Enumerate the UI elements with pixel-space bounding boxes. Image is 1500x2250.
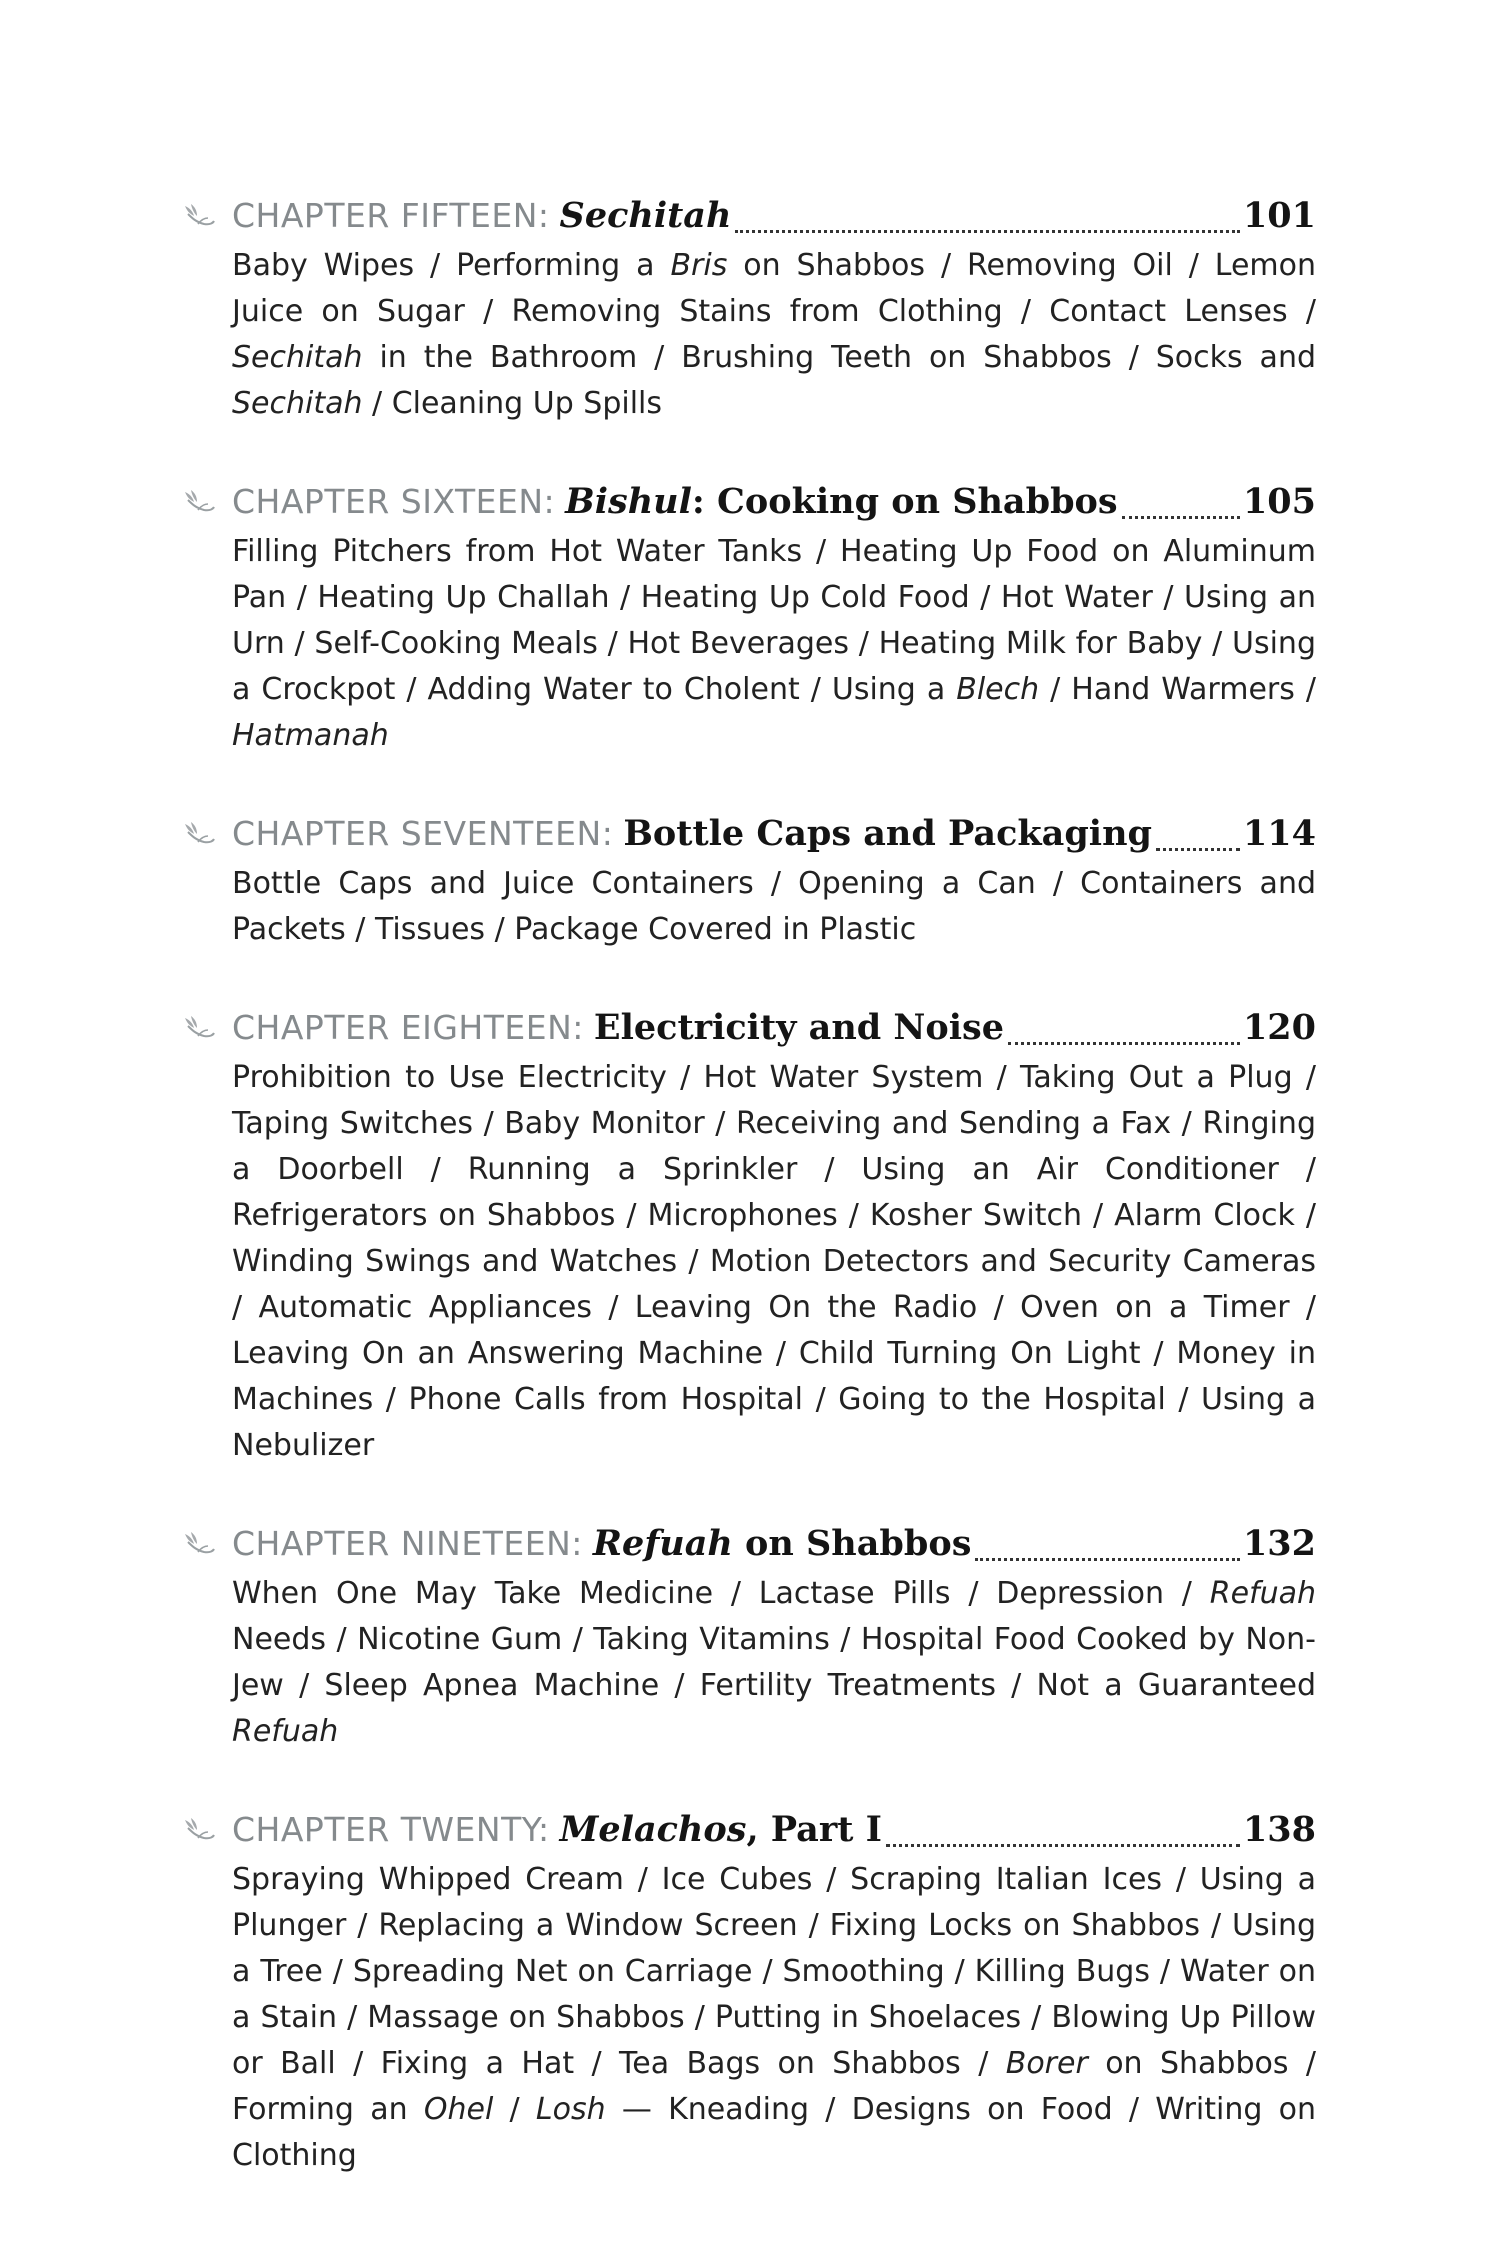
topic-segment: — Kneading / Designs on Food / Writing on Clothing: [232, 2092, 1317, 2173]
leaf-flourish-icon: [182, 820, 216, 848]
leaf-flourish-icon: [182, 1816, 216, 1844]
topic-segment: Spraying Whipped Cream / Ice Cubes / Scraping Italian Ices / Using a Plunger / Replacing a Window Screen / Fixing Locks on Shabbos / Using a Tree / Spreading Net on Carriage / Smoothing / Killing Bugs / Water on a Stain / Massage on Shabbos / Putting in Shoelaces / Blowing Up Pillow or Ball / Fixing a Hat / Tea Bags on Shabbos /: [232, 1862, 1316, 2081]
topic-segment: Needs / Nicotine Gum / Taking Vitamins / Hospital Food Cooked by Non-Jew / Sleep Apnea Machine / Fertility Treatments / Not a Guaranteed: [232, 1622, 1316, 1703]
chapter-topics: [232, 1857, 1316, 2179]
topic-segment: Refuah: [1209, 1576, 1316, 1611]
toc-entry-1[interactable]: [182, 189, 1316, 427]
toc-entry-4[interactable]: [182, 1001, 1316, 1469]
leaf-flourish-icon: [182, 202, 216, 230]
topic-segment: on Shabbos / Forming an: [232, 2046, 1316, 2127]
dot-leader: [975, 1558, 1240, 1561]
chapter-topics: [232, 1571, 1316, 1755]
chapter-title: [560, 1803, 882, 1857]
chapter-title: [593, 1517, 972, 1571]
topic-segment: Sechitah: [232, 340, 363, 375]
toc-heading: [232, 1803, 1316, 1857]
chapter-title: [565, 475, 1117, 529]
page-number: 132: [1242, 1523, 1316, 1564]
topic-segment: Hatmanah: [232, 718, 389, 753]
chapter-title-segment: Refuah: [592, 1523, 733, 1564]
dot-leader: [1156, 848, 1240, 851]
chapter-title-segment: Electricity and Noise: [593, 1007, 1005, 1048]
topic-segment: on Shabbos / Removing Oil / Lemon Juice on Sugar / Removing Stains from Clothing / Contact Lenses /: [232, 248, 1316, 329]
page-number: 138: [1242, 1809, 1316, 1850]
topic-segment: Sechitah: [232, 386, 363, 421]
page-number: 105: [1242, 481, 1316, 522]
dot-leader: [886, 1844, 1240, 1847]
topic-segment: Refuah: [232, 1714, 339, 1749]
chapter-topics: [232, 529, 1316, 759]
topic-segment: Losh: [535, 2092, 606, 2127]
topic-segment: Baby Wipes / Performing a: [232, 248, 671, 283]
topic-segment: Bris: [670, 248, 728, 283]
topic-segment: Filling Pitchers from Hot Water Tanks / Heating Up Food on Aluminum Pan / Heating Up Challah / Heating Up Cold Food / Hot Water / Using an Urn / Self-Cooking Meals / Hot Beverages / Heating Milk for Baby / Using a Crockpot / Adding Water to Cholent / Using a: [232, 534, 1316, 707]
dot-leader: [735, 230, 1240, 233]
toc-heading: [232, 1517, 1316, 1571]
chapter-topics: [232, 861, 1316, 953]
page-number: 120: [1242, 1007, 1316, 1048]
chapter-title-segment: Sechitah: [559, 195, 732, 236]
chapter-label: CHAPTER TWENTY:: [232, 1810, 550, 1849]
toc-heading: [232, 189, 1316, 243]
topic-segment: / Hand Warmers /: [1039, 672, 1317, 707]
chapter-title-segment: Bottle Caps and Packaging: [623, 813, 1153, 854]
chapter-label: CHAPTER SIXTEEN:: [232, 482, 556, 521]
chapter-title-segment: , Part I: [746, 1809, 883, 1850]
chapter-topics: [232, 243, 1316, 427]
chapter-title-segment: : Cooking on Shabbos: [691, 481, 1118, 522]
dot-leader: [1008, 1042, 1240, 1045]
leaf-flourish-icon: [182, 488, 216, 516]
chapter-label: CHAPTER NINETEEN:: [232, 1524, 583, 1563]
toc-heading: [232, 807, 1316, 861]
chapter-title: [560, 189, 732, 243]
chapter-label: CHAPTER SEVENTEEN:: [232, 814, 614, 853]
toc-heading: [232, 1001, 1316, 1055]
leaf-flourish-icon: [182, 1014, 216, 1042]
chapter-title-segment: Melachos: [559, 1809, 747, 1850]
topic-segment: /: [493, 2092, 536, 2127]
chapter-title-segment: Bishul: [565, 481, 692, 522]
topic-segment: / Cleaning Up Spills: [362, 386, 663, 421]
topic-segment: Blech: [956, 672, 1040, 707]
topic-segment: When One May Take Medicine / Lactase Pills / Depression /: [232, 1576, 1210, 1611]
chapter-list: [182, 189, 1316, 2179]
toc-entry-6[interactable]: [182, 1803, 1316, 2179]
topic-segment: Prohibition to Use Electricity / Hot Water System / Taking Out a Plug / Taping Switches / Baby Monitor / Receiving and Sending a Fax / Ringing a Doorbell / Running a Sprinkler / Using an Air Conditioner / Refrigerators on Shabbos / Microphones / Kosher Switch / Alarm Clock / Winding Swings and Watches / Motion Detectors and Security Cameras / Automatic Appliances / Leaving On the Radio / Oven on a Timer / Leaving On an Answering Machine / Child Turning On Light / Money in Machines / Phone Calls from Hospital / Going to the Hospital / Using a Nebulizer: [232, 1060, 1316, 1463]
topic-segment: Borer: [1005, 2046, 1088, 2081]
topic-segment: Bottle Caps and Juice Containers / Opening a Can / Containers and Packets / Tissues / Package Covered in Plastic: [232, 866, 1316, 947]
chapter-title-segment: on Shabbos: [732, 1523, 972, 1564]
page-number: 114: [1242, 813, 1316, 854]
chapter-topics: [232, 1055, 1316, 1469]
dot-leader: [1122, 516, 1240, 519]
toc-entry-2[interactable]: [182, 475, 1316, 759]
chapter-label: CHAPTER FIFTEEN:: [232, 196, 550, 235]
toc-entry-5[interactable]: [182, 1517, 1316, 1755]
toc-entry-3[interactable]: [182, 807, 1316, 953]
topic-segment: in the Bathroom / Brushing Teeth on Shabbos / Socks and: [362, 340, 1316, 375]
chapter-label: CHAPTER EIGHTEEN:: [232, 1008, 584, 1047]
chapter-title: [594, 1001, 1004, 1055]
toc-heading: [232, 475, 1316, 529]
chapter-title: [623, 807, 1152, 861]
topic-segment: Ohel: [423, 2092, 494, 2127]
leaf-flourish-icon: [182, 1530, 216, 1558]
page-number: 101: [1242, 195, 1316, 236]
